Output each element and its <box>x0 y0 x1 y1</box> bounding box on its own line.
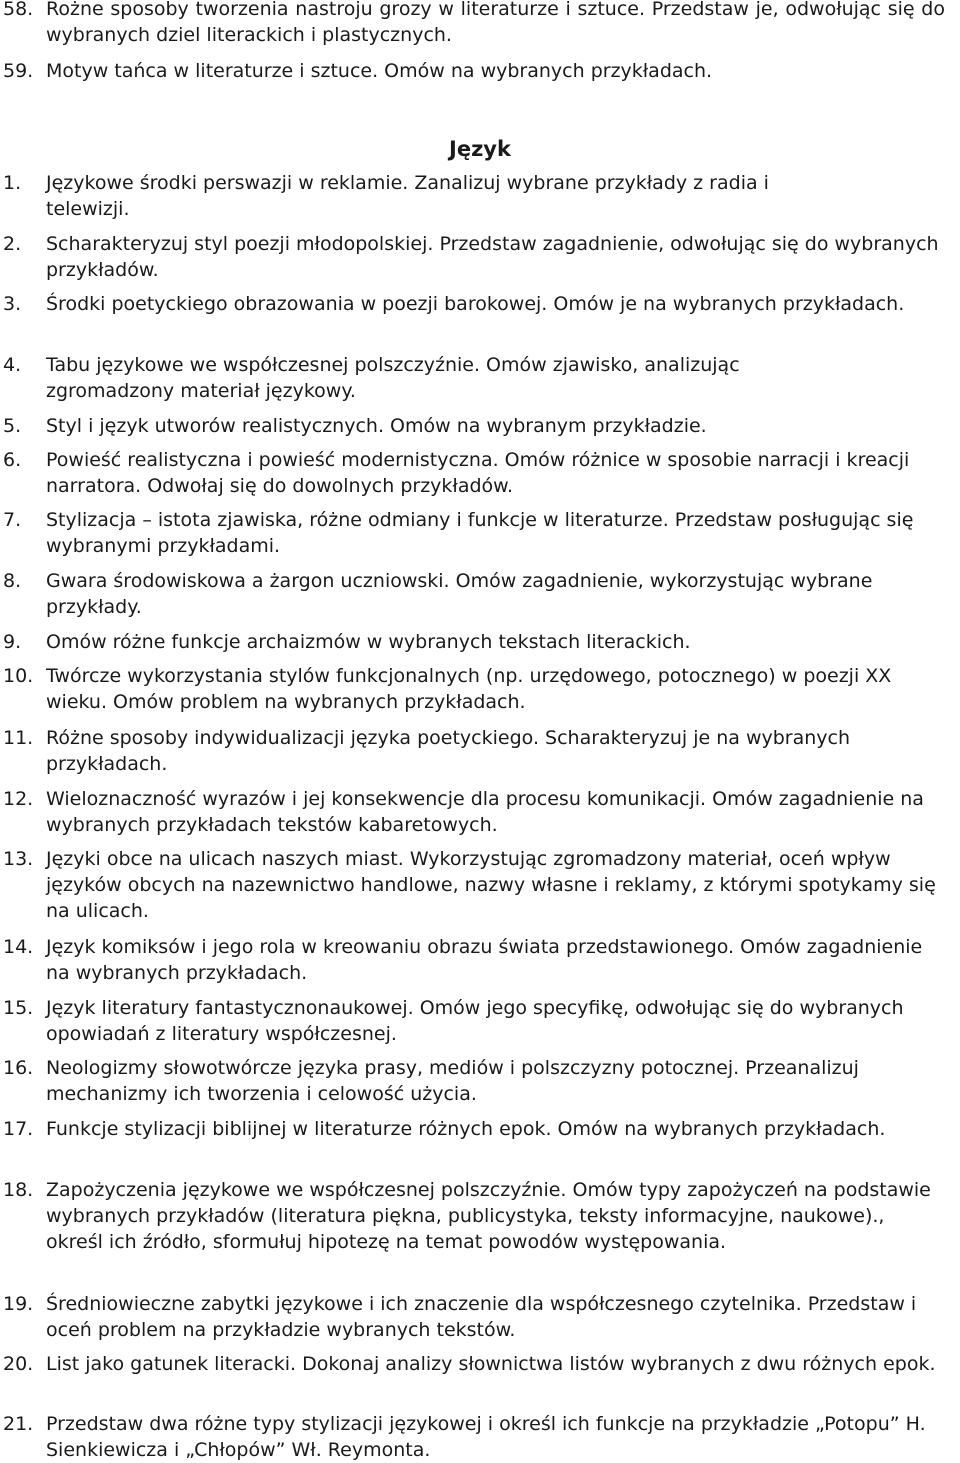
item-number: 8. <box>3 570 22 592</box>
item-number: 17. <box>3 1118 34 1140</box>
item-number: 20. <box>3 1353 34 1375</box>
item-text: Przedstaw dwa różne typy stylizacji językowej i określ ich funkcje na przykładzie „Potopu” H. Sienkiewicza i „Chłopów” Wł. Reymonta. <box>46 1413 926 1461</box>
item-number: 5. <box>3 415 22 437</box>
item-number: 6. <box>3 449 22 471</box>
list-item-11 <box>0 725 945 777</box>
list-item-13 <box>0 846 945 924</box>
item-number: 14. <box>3 936 34 958</box>
item-text: Styl i język utworów realistycznych. Omów na wybranym przykładzie. <box>46 415 707 437</box>
item-number: 9. <box>3 631 22 653</box>
item-text: Gwara środowiskowa a żargon uczniowski. Omów zagadnienie, wykorzystując wybrane przykłady. <box>46 570 873 618</box>
item-text: Język komiksów i jego rola w kreowaniu obrazu świata przedstawionego. Omów zagadnienie na wybranych przykładach. <box>46 936 923 984</box>
list-item-7 <box>0 507 945 559</box>
item-text: Zapożyczenia językowe we współczesnej polszczyźnie. Omów typy zapożyczeń na podstawie wybranych przykładów (literatura piękna, publicystyka, teksty informacyjne, naukowe)., określ ich źródło, sformułuj hipotezę na temat powodów występowania. <box>46 1179 931 1253</box>
section-title: Język <box>449 137 511 161</box>
item-text: Języki obce na ulicach naszych miast. Wykorzystując zgromadzony materiał, oceń wpływ języków obcych na nazewnictwo handlowe, nazwy własne i reklamy, z którymi spotykamy się na ulicach. <box>46 848 936 922</box>
list-item-18 <box>0 1177 945 1255</box>
item-number: 4. <box>3 354 22 376</box>
list-item-2 <box>0 231 945 283</box>
list-item-20 <box>0 1351 945 1377</box>
item-number: 1. <box>3 172 22 194</box>
item-text: List jako gatunek literacki. Dokonaj analizy słownictwa listów wybranych z dwu różnych epok. <box>46 1353 936 1375</box>
list-item-5 <box>0 413 945 439</box>
item-text: Omów różne funkcje archaizmów w wybranych tekstach literackich. <box>46 631 691 653</box>
item-text: Wieloznaczność wyrazów i jej konsekwencje dla procesu komunikacji. Omów zagadnienie na wybranych przykładach tekstów kabaretowych. <box>46 788 924 836</box>
item-number: 12. <box>3 788 34 810</box>
list-item-10 <box>0 663 945 715</box>
item-number: 7. <box>3 509 22 531</box>
item-text: Twórcze wykorzystania stylów funkcjonalnych (np. urzędowego, potocznego) w poezji XX wieku. Omów problem na wybranych przykładach. <box>46 665 892 713</box>
list-item-4 <box>0 352 945 404</box>
list-item-3 <box>0 291 945 317</box>
item-text: Stylizacja – istota zjawiska, różne odmiany i funkcje w literaturze. Przedstaw posługując się wybranymi przykładami. <box>46 509 914 557</box>
list-item-21 <box>0 1411 945 1463</box>
item-number: 11. <box>3 727 34 749</box>
item-text: Środki poetyckiego obrazowania w poezji barokowej. Omów je na wybranych przykładach. <box>46 293 905 315</box>
item-text: Neologizmy słowotwórcze języka prasy, mediów i polszczyzny potocznej. Przeanalizuj mechanizmy ich tworzenia i celowość użycia. <box>46 1057 859 1105</box>
item-text: Język literatury fantastycznonaukowej. Omów jego specyfikę, odwołując się do wybranych opowiadań z literatury współczesnej. <box>46 997 904 1045</box>
item-number: 21. <box>3 1413 34 1435</box>
item-number: 19. <box>3 1293 34 1315</box>
item-text: Rożne sposoby tworzenia nastroju grozy w literaturze i sztuce. Przedstaw je, odwołując się do wybranych dziel literackich i plastycznych. <box>46 0 945 46</box>
list-item-1 <box>0 170 945 222</box>
item-text: Średniowieczne zabytki językowe i ich znaczenie dla współczesnego czytelnika. Przedstaw i oceń problem na przykładzie wybranych tekstów. <box>46 1293 917 1341</box>
list-item-14 <box>0 934 945 986</box>
item-number: 16. <box>3 1057 34 1079</box>
list-item-12 <box>0 786 945 838</box>
list-item-19 <box>0 1291 945 1343</box>
list-item-58 <box>0 0 945 48</box>
item-text: Różne sposoby indywidualizacji języka poetyckiego. Scharakteryzuj je na wybranych przykładach. <box>46 727 851 775</box>
item-number: 2. <box>3 233 22 255</box>
item-number: 58. <box>3 0 34 20</box>
list-item-6 <box>0 447 945 499</box>
list-item-15 <box>0 995 945 1047</box>
list-item-59 <box>0 58 945 84</box>
item-number: 15. <box>3 997 34 1019</box>
item-text: Tabu językowe we współczesnej polszczyźnie. Omów zjawisko, analizując zgromadzony materiał językowy. <box>46 354 740 402</box>
list-item-16 <box>0 1055 945 1107</box>
item-number: 18. <box>3 1179 34 1201</box>
list-item-17 <box>0 1116 945 1142</box>
item-number: 10. <box>3 665 34 687</box>
list-item-9 <box>0 629 945 655</box>
item-number: 3. <box>3 293 22 315</box>
list-item-8 <box>0 568 945 620</box>
item-text: Scharakteryzuj styl poezji młodopolskiej. Przedstaw zagadnienie, odwołując się do wybranych przykładów. <box>46 233 939 281</box>
item-number: 13. <box>3 848 34 870</box>
item-number: 59. <box>3 60 34 82</box>
item-text: Funkcje stylizacji biblijnej w literaturze różnych epok. Omów na wybranych przykładach. <box>46 1118 886 1140</box>
item-text: Motyw tańca w literaturze i sztuce. Omów na wybranych przykładach. <box>46 60 713 82</box>
item-text: Językowe środki perswazji w reklamie. Zanalizuj wybrane przykłady z radia i telewizji. <box>46 172 769 220</box>
item-text: Powieść realistyczna i powieść modernistyczna. Omów różnice w sposobie narracji i kreacji narratora. Odwołaj się do dowolnych przykładów. <box>46 449 910 497</box>
